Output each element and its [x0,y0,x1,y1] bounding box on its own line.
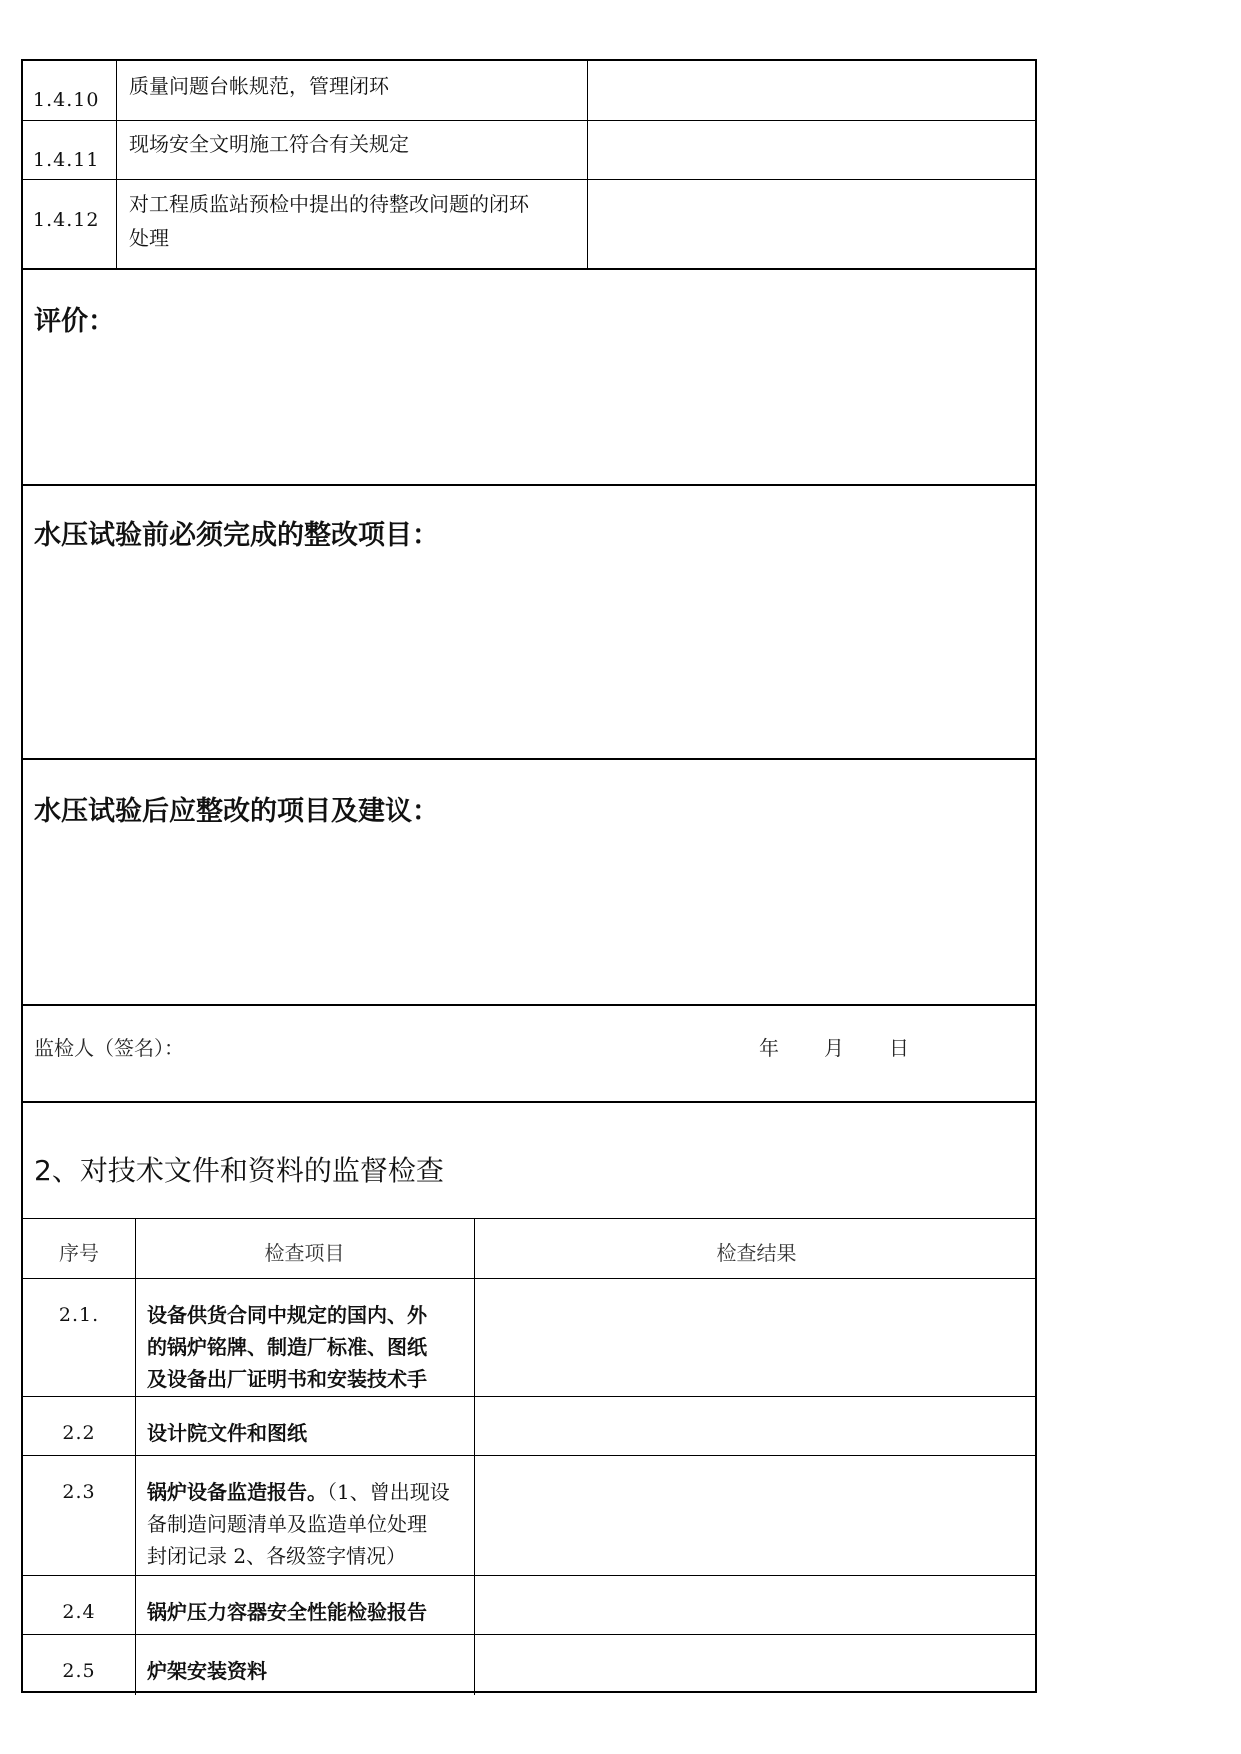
header-result: 检查结果 [716,1241,797,1265]
evaluation-heading: 评价： [34,306,115,337]
section-divider [23,1101,1035,1103]
row-number: 2.2 [62,1422,96,1444]
section-divider [23,1218,1035,1219]
section-2-title: 2、对技术文件和资料的监督检查 [34,1154,444,1187]
row-item: 设计院文件和图纸 [147,1421,307,1445]
section-divider [23,758,1035,760]
row-number: 1.4.11 [33,149,100,171]
row-divider [23,1278,1035,1279]
row-item-line: 设备供货合同中规定的国内、外 [147,1303,427,1327]
row-divider [23,1455,1035,1456]
before-test-heading: 水压试验前必须完成的整改项目： [34,520,439,551]
after-test-heading: 水压试验后应整改的项目及建议： [34,796,439,827]
signature-day: 日 [889,1036,909,1060]
row-divider [23,1396,1035,1397]
row-divider [23,179,1035,180]
col-divider-num [135,1218,136,1695]
header-num: 序号 [59,1241,99,1265]
col-divider-result [587,61,588,268]
row-divider [23,1634,1035,1635]
signature-year: 年 [759,1036,779,1060]
section-divider [23,1004,1035,1006]
signature-month: 月 [824,1036,844,1060]
section-divider [23,484,1035,486]
row-number: 2.1. [58,1304,100,1326]
row-item: 现场安全文明施工符合有关规定 [129,132,409,156]
row-number: 2.5 [62,1660,96,1682]
row-item-line: 备制造问题清单及监造单位处理 [147,1512,427,1536]
signature-label: 监检人（签名）： [34,1036,184,1060]
row-divider [23,1575,1035,1576]
col-divider-num [116,61,117,268]
row-item: 质量问题台帐规范，管理闭环 [129,74,389,98]
row-number: 2.3 [62,1481,96,1503]
col-divider-result [474,1218,475,1695]
row-item-line: 处理 [129,226,169,250]
header-item: 检查项目 [264,1241,345,1265]
row-item-line: 封闭记录 2、各级签字情况） [147,1544,407,1568]
section-divider [23,268,1035,270]
row-item-rest: （1、曾出现设 [327,1480,450,1504]
row-item-line: 对工程质监站预检中提出的待整改问题的闭环 [129,192,529,216]
inspection-form [21,59,1037,1693]
row-item-line: 的锅炉铭牌、制造厂标准、图纸 [147,1335,427,1359]
row-item-line [147,1475,450,1509]
row-number: 2.4 [62,1601,96,1623]
row-item-bold: 锅炉设备监造报告。 [147,1480,327,1504]
row-number: 1.4.10 [33,89,100,111]
row-divider [23,120,1035,121]
row-number: 1.4.12 [33,209,100,231]
row-item-line: 及设备出厂证明书和安装技术手 [147,1367,427,1391]
row-item: 炉架安装资料 [147,1659,267,1683]
row-item: 锅炉压力容器安全性能检验报告 [147,1600,427,1624]
